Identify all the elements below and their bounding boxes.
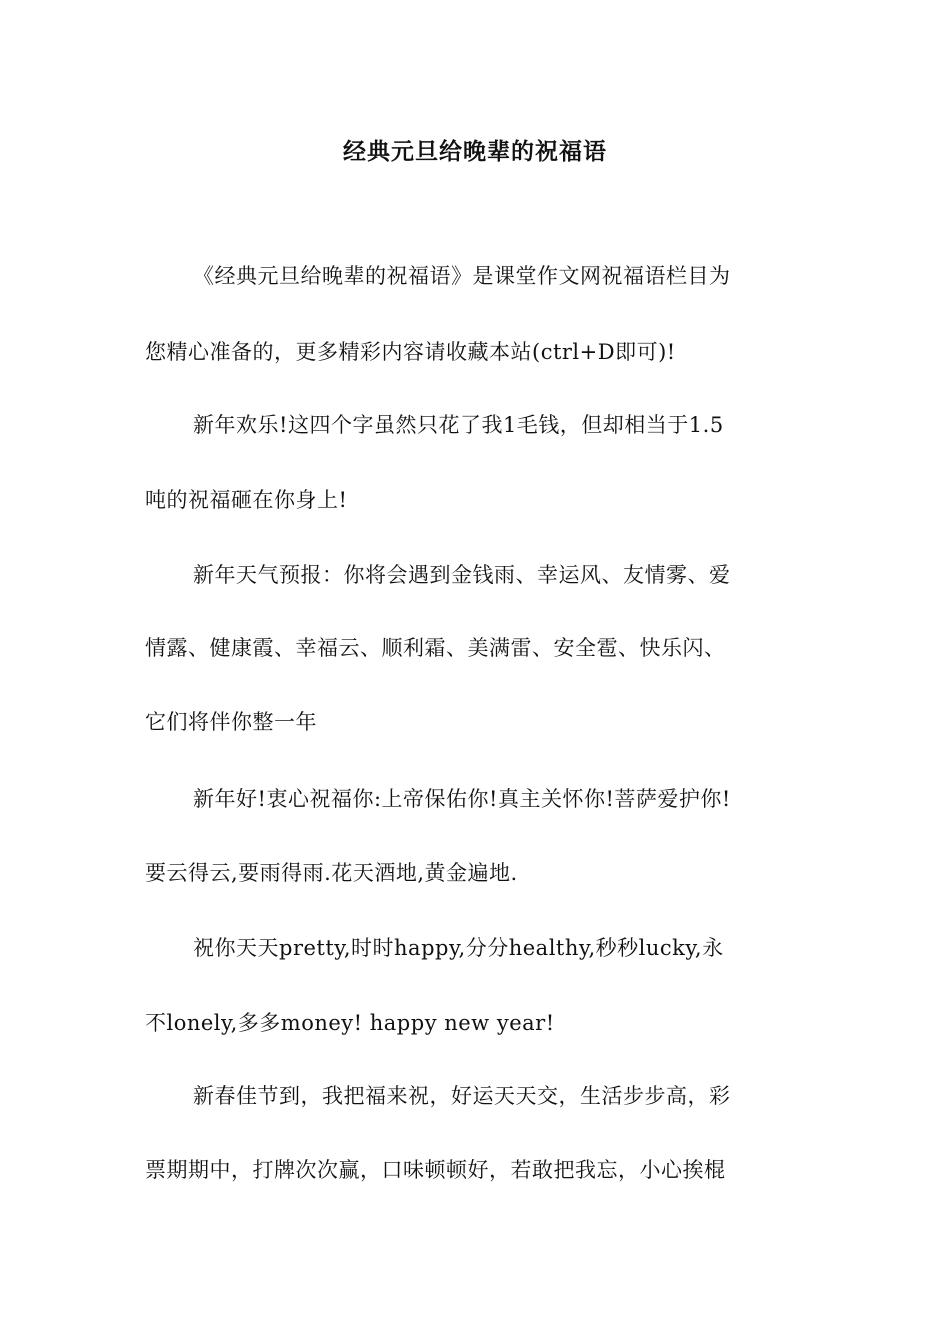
paragraph-2-line-1: 新年欢乐!这四个字虽然只花了我1毛钱，但却相当于1.5	[193, 413, 724, 437]
paragraph-5-line-2: 不lonely,多多money! happy new year!	[145, 1011, 555, 1035]
paragraph-6-line-1: 新春佳节到，我把福来祝，好运天天交，生活步步高，彩	[193, 1084, 731, 1108]
paragraph-4-line-1: 新年好!衷心祝福你:上帝保佑你!真主关怀你!菩萨爱护你!	[193, 787, 731, 811]
paragraph-3-line-2: 情露、健康霞、幸福云、顺利霜、美满雷、安全雹、快乐闪、	[145, 636, 726, 660]
document-title: 经典元旦给晚辈的祝福语	[343, 138, 607, 165]
paragraph-4-line-2: 要云得云,要雨得雨.花天酒地,黄金遍地.	[145, 861, 518, 885]
paragraph-2-line-2: 吨的祝福砸在你身上!	[145, 488, 348, 512]
paragraph-3-line-1: 新年天气预报：你将会遇到金钱雨、幸运风、友情雾、爱	[193, 563, 731, 587]
paragraph-3-line-3: 它们将伴你整一年	[145, 710, 317, 734]
paragraph-6-line-2: 票期期中，打牌次次赢，口味顿顿好，若敢把我忘，小心挨棍	[145, 1158, 726, 1182]
paragraph-1-line-1: 《经典元旦给晚辈的祝福语》是课堂作文网祝福语栏目为	[193, 264, 731, 288]
paragraph-5-line-1: 祝你天天pretty,时时happy,分分healthy,秒秒lucky,永	[193, 936, 724, 960]
paragraph-1-line-2: 您精心准备的，更多精彩内容请收藏本站(ctrl+D即可)!	[145, 340, 676, 364]
